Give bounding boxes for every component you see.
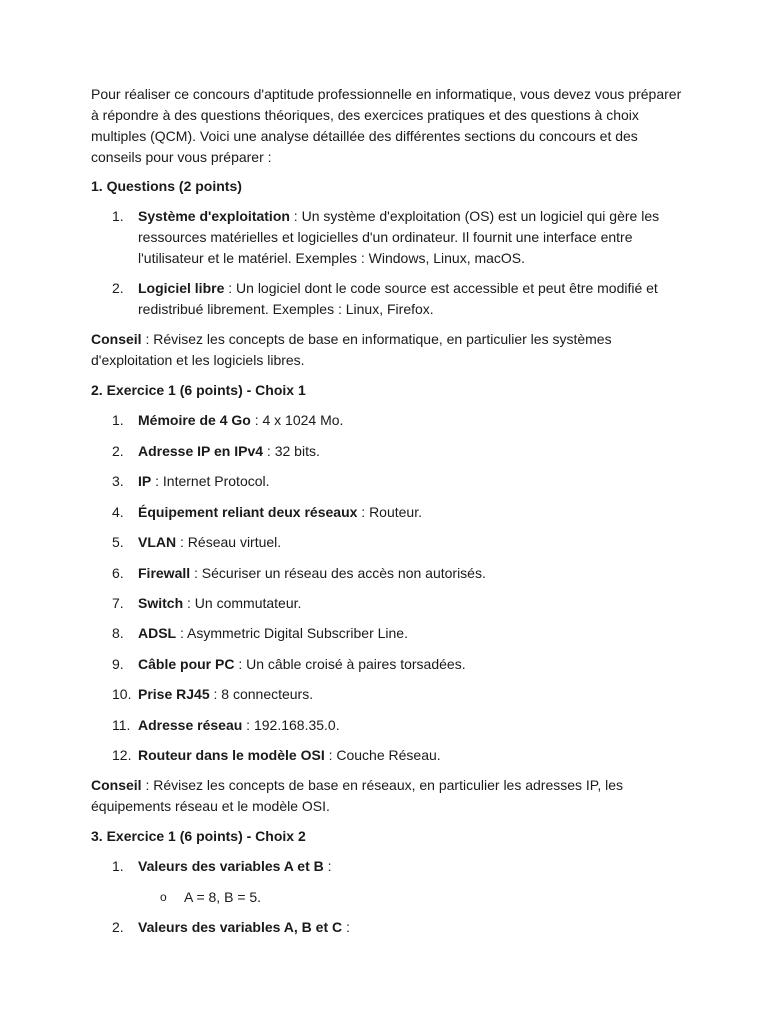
list-text: : Asymmetric Digital Subscriber Line. [176, 625, 408, 641]
list-text: : 8 connecteurs. [209, 686, 314, 702]
list-text: : Sécuriser un réseau des accès non autorisés. [190, 565, 486, 581]
list-text: : Un commutateur. [183, 595, 302, 611]
list-number: 8. [112, 625, 124, 641]
list-number: 5. [112, 534, 124, 550]
list-number: 2. [112, 919, 124, 935]
sub-bullet-item [160, 887, 261, 908]
list-item [112, 745, 692, 766]
list-item [112, 856, 692, 877]
list-text: : [323, 858, 332, 874]
tip-text: : Révisez les concepts de base en informatique, en particulier les systèmes d'exploitation et les logiciels libres. [91, 331, 612, 368]
list-text: : Un système d'exploitation (OS) est un logiciel qui gère les ressources matérielles et logicielles d'un ordinateur. Il fournit une interface entre l'utilisateur et le matériel. Exemples : Windows, Linux, macOS. [138, 208, 660, 266]
section-2-heading: 2. Exercice 1 (6 points) - Choix 1 [91, 382, 306, 398]
list-term: Système d'exploitation [138, 208, 290, 224]
list-number: 9. [112, 656, 124, 672]
list-item [112, 623, 692, 644]
list-item [112, 441, 692, 462]
list-number: 4. [112, 504, 124, 520]
tip-paragraph [91, 775, 691, 817]
list-term: Routeur dans le modèle OSI [138, 747, 325, 763]
list-text: : Internet Protocol. [151, 473, 270, 489]
list-number: 1. [112, 858, 124, 874]
list-item [112, 471, 692, 492]
list-term: Câble pour PC [138, 656, 235, 672]
list-term: Logiciel libre [138, 280, 225, 296]
list-term: Adresse IP en IPv4 [138, 443, 264, 459]
hollow-bullet-icon: o [160, 890, 167, 904]
tip-text: : Révisez les concepts de base en réseaux, en particulier les adresses IP, les équipements réseau et le modèle OSI. [91, 777, 624, 814]
tip-label: Conseil [91, 331, 142, 347]
list-number: 6. [112, 565, 124, 581]
tip-label: Conseil [91, 777, 142, 793]
list-number: 7. [112, 595, 124, 611]
list-term: Switch [138, 595, 184, 611]
list-item [112, 206, 692, 269]
list-text: : [342, 919, 350, 935]
section-3-heading: 3. Exercice 1 (6 points) - Choix 2 [91, 828, 306, 844]
list-item [112, 278, 692, 320]
list-item [112, 563, 692, 584]
list-term: Valeurs des variables A, B et C [138, 919, 343, 935]
list-term: Adresse réseau [138, 717, 243, 733]
section-1-heading: 1. Questions (2 points) [91, 178, 242, 194]
list-number: 2. [112, 280, 124, 296]
list-item [112, 532, 692, 553]
list-number: 3. [112, 473, 124, 489]
list-term: VLAN [138, 534, 177, 550]
list-text: : Couche Réseau. [324, 747, 441, 763]
list-text: : 4 x 1024 Mo. [250, 412, 344, 428]
list-term: Firewall [138, 565, 191, 581]
list-number: 1. [112, 412, 124, 428]
list-text: : 192.168.35.0. [242, 717, 340, 733]
list-term: ADSL [138, 625, 177, 641]
list-number: 12. [112, 747, 132, 763]
list-text: : Routeur. [357, 504, 422, 520]
list-text: : Un logiciel dont le code source est accessible et peut être modifié et redistribué librement. Exemples : Linux, Firefox. [138, 280, 658, 317]
list-item [112, 684, 692, 705]
list-item [112, 654, 692, 675]
list-text: : Un câble croisé à paires torsadées. [234, 656, 466, 672]
list-number: 1. [112, 208, 124, 224]
list-item [112, 593, 692, 614]
list-term: Prise RJ45 [138, 686, 210, 702]
list-term: IP [138, 473, 152, 489]
list-item [112, 715, 692, 736]
list-number: 2. [112, 443, 124, 459]
list-term: Mémoire de 4 Go [138, 412, 251, 428]
list-item [112, 502, 692, 523]
intro-paragraph: Pour réaliser ce concours d'aptitude professionnelle en informatique, vous devez vous préparer à répondre à des questions théoriques, des exercices pratiques et des questions à choix multiples (QCM). Voici une analyse détaillée des différentes sections du concours et des conseils pour vous préparer : [91, 86, 682, 165]
list-term: Valeurs des variables A et B [138, 858, 324, 874]
list-item [112, 917, 692, 938]
tip-paragraph [91, 329, 691, 371]
sub-bullet-text: A = 8, B = 5. [184, 889, 262, 905]
list-term: Équipement reliant deux réseaux [138, 504, 358, 520]
list-number: 10. [112, 686, 132, 702]
list-text: : 32 bits. [263, 443, 320, 459]
list-text: : Réseau virtuel. [176, 534, 282, 550]
list-number: 11. [112, 717, 131, 733]
list-item [112, 410, 692, 431]
